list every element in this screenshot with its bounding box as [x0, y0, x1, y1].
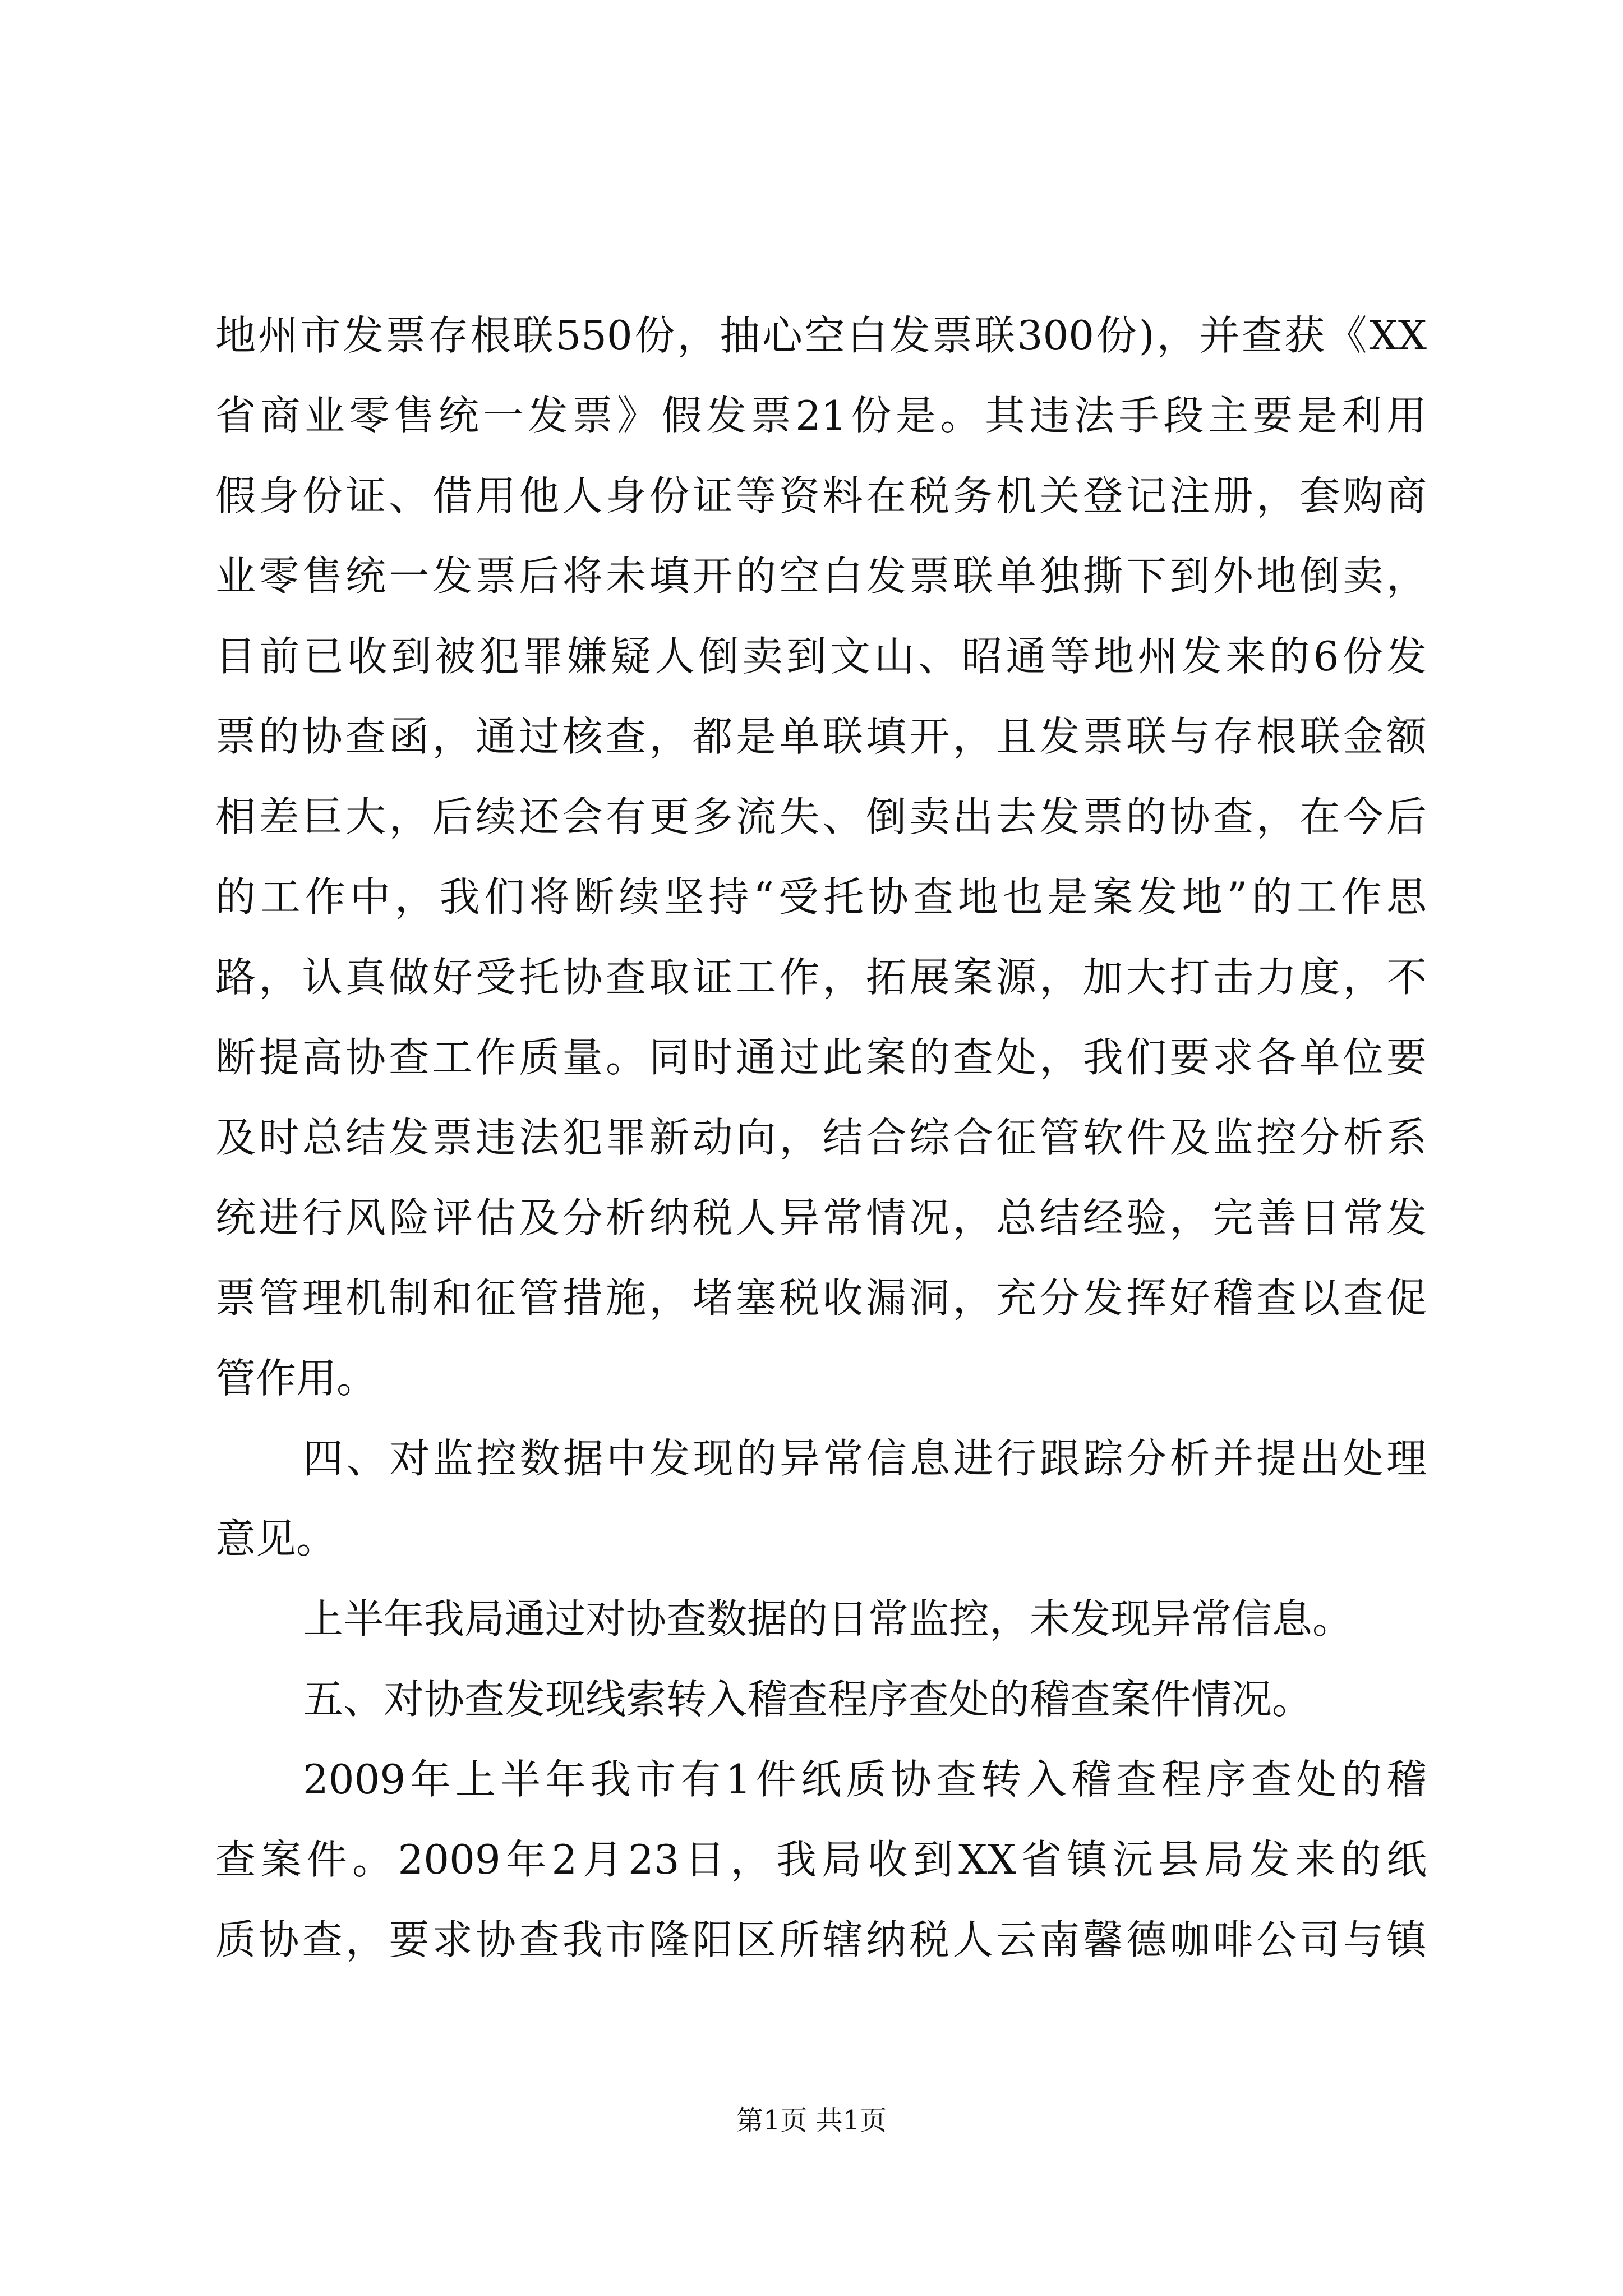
page-footer: 第1页 共1页: [736, 2105, 887, 2136]
text-line: 假身份证、借用他人身份证等资料在税务机关登记注册，套购商: [215, 472, 1427, 519]
text-line: 票管理机制和征管措施，堵塞税收漏洞，充分发挥好稽查以查促: [215, 1274, 1427, 1322]
text-line: 断提高协查工作质量。同时通过此案的查处，我们要求各单位要: [215, 1034, 1427, 1081]
text-line: 地州市发票存根联550份，抽心空白发票联300份)，并查获《XX: [215, 312, 1427, 359]
text-line: 的工作中，我们将断续坚持“受托协查地也是案发地”的工作思: [215, 873, 1427, 921]
section-heading: 四、对监控数据中发现的异常信息进行跟踪分析并提出处理: [303, 1435, 1427, 1482]
text-line: 票的协查函，通过核查，都是单联填开，且发票联与存根联金额: [215, 713, 1427, 760]
text-line: 管作用。: [215, 1355, 377, 1402]
document-body: [215, 296, 1427, 1980]
text-line: 目前已收到被犯罪嫌疑人倒卖到文山、昭通等地州发来的6份发: [215, 633, 1427, 680]
text-line: 业零售统一发票后将未填开的空白发票联单独撕下到外地倒卖，: [215, 553, 1427, 600]
text-line: 及时总结发票违法犯罪新动向，结合综合征管软件及监控分析系: [215, 1114, 1427, 1161]
text-line: 路，认真做好受托协查取证工作，拓展案源，加大打击力度，不: [215, 954, 1427, 1001]
section-heading: 五、对协查发现线索转入稽查程序查处的稽查案件情况。: [303, 1676, 1313, 1723]
text-line: 省商业零售统一发票》假发票21份是。其违法手段主要是利用: [215, 392, 1427, 439]
text-line: 质协查，要求协查我市隆阳区所辖纳税人云南馨德咖啡公司与镇: [215, 1916, 1427, 1963]
text-line: 查案件。2009年2月23日，我局收到XX省镇沅县局发来的纸: [215, 1836, 1427, 1883]
text-line: 意见。: [215, 1515, 337, 1562]
text-line: 相差巨大，后续还会有更多流失、倒卖出去发票的协查，在今后: [215, 793, 1427, 840]
paragraph-line: 上半年我局通过对协查数据的日常监控，未发现异常信息。: [303, 1595, 1353, 1642]
text-line: 统进行风险评估及分析纳税人异常情况，总结经验，完善日常发: [215, 1194, 1427, 1241]
paragraph-line: 2009年上半年我市有1件纸质协查转入稽查程序查处的稽: [303, 1756, 1427, 1803]
